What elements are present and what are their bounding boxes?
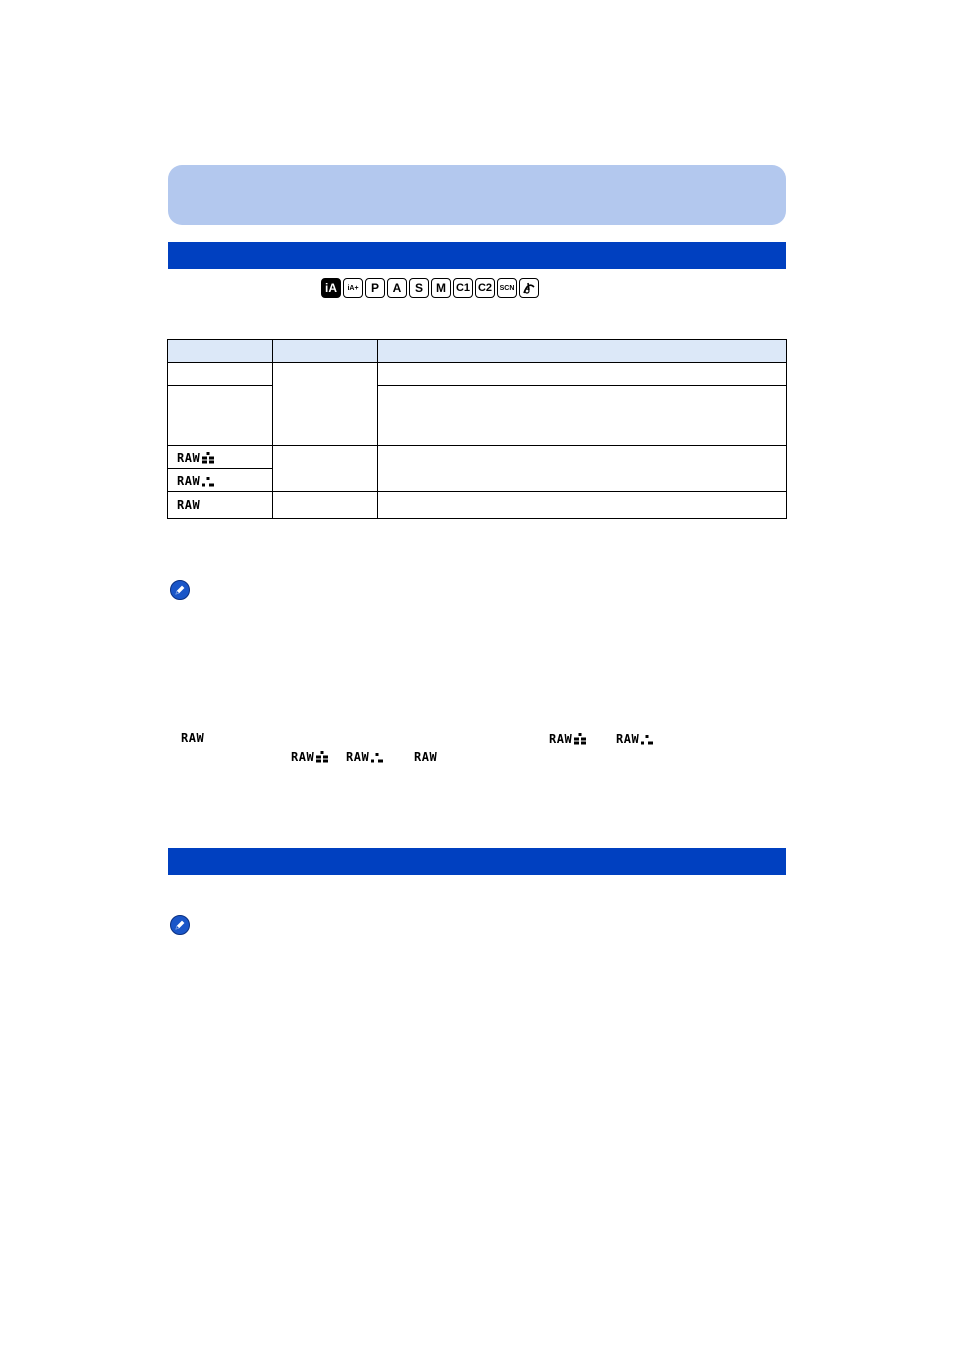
standard-quality-icon bbox=[370, 751, 384, 763]
manual-mode-icon: M bbox=[431, 278, 451, 298]
note-raw-label: RAW bbox=[414, 750, 438, 764]
raw-fine-label: RAW bbox=[177, 451, 215, 465]
shutter-priority-icon: S bbox=[409, 278, 429, 298]
table-header-cell bbox=[272, 339, 378, 363]
page-title-banner bbox=[168, 165, 786, 225]
note-raw-standard-label: RAW bbox=[616, 732, 654, 746]
custom-2-icon: C2 bbox=[475, 278, 495, 298]
custom-1-icon: C1 bbox=[453, 278, 473, 298]
table-header-cell bbox=[377, 339, 787, 363]
fine-quality-icon bbox=[201, 452, 215, 464]
intelligent-auto-plus-icon: iA+ bbox=[343, 278, 363, 298]
note-raw-fine-label: RAW bbox=[291, 750, 329, 764]
note-pencil-icon bbox=[170, 915, 190, 935]
quality-settings-table bbox=[167, 339, 787, 519]
note-raw-label: RAW bbox=[181, 731, 205, 745]
raw-standard-label: RAW bbox=[177, 474, 215, 488]
table-header-cell bbox=[167, 339, 273, 363]
standard-quality-icon bbox=[201, 475, 215, 487]
note-raw-fine-label: RAW bbox=[549, 732, 587, 746]
applicable-modes bbox=[321, 278, 539, 298]
aperture-priority-icon: A bbox=[387, 278, 407, 298]
table-cell bbox=[272, 362, 378, 446]
intelligent-auto-icon: iA bbox=[321, 278, 341, 298]
table-cell bbox=[377, 491, 787, 519]
table-cell bbox=[272, 491, 378, 519]
table-cell bbox=[377, 445, 787, 492]
standard-quality-icon bbox=[640, 733, 654, 745]
section-heading-bar-quality bbox=[168, 242, 786, 269]
fine-quality-icon bbox=[315, 751, 329, 763]
note-raw-standard-label: RAW bbox=[346, 750, 384, 764]
raw-only-label: RAW bbox=[177, 498, 201, 512]
section-heading-bar-2 bbox=[168, 848, 786, 875]
table-cell bbox=[167, 362, 273, 386]
table-cell bbox=[167, 385, 273, 446]
program-mode-icon: P bbox=[365, 278, 385, 298]
table-cell bbox=[272, 445, 378, 492]
note-pencil-icon bbox=[170, 580, 190, 600]
fine-quality-icon bbox=[573, 733, 587, 745]
table-cell bbox=[377, 385, 787, 446]
creative-control-icon bbox=[519, 278, 539, 298]
table-cell bbox=[377, 362, 787, 386]
scene-mode-icon: SCN bbox=[497, 278, 517, 298]
